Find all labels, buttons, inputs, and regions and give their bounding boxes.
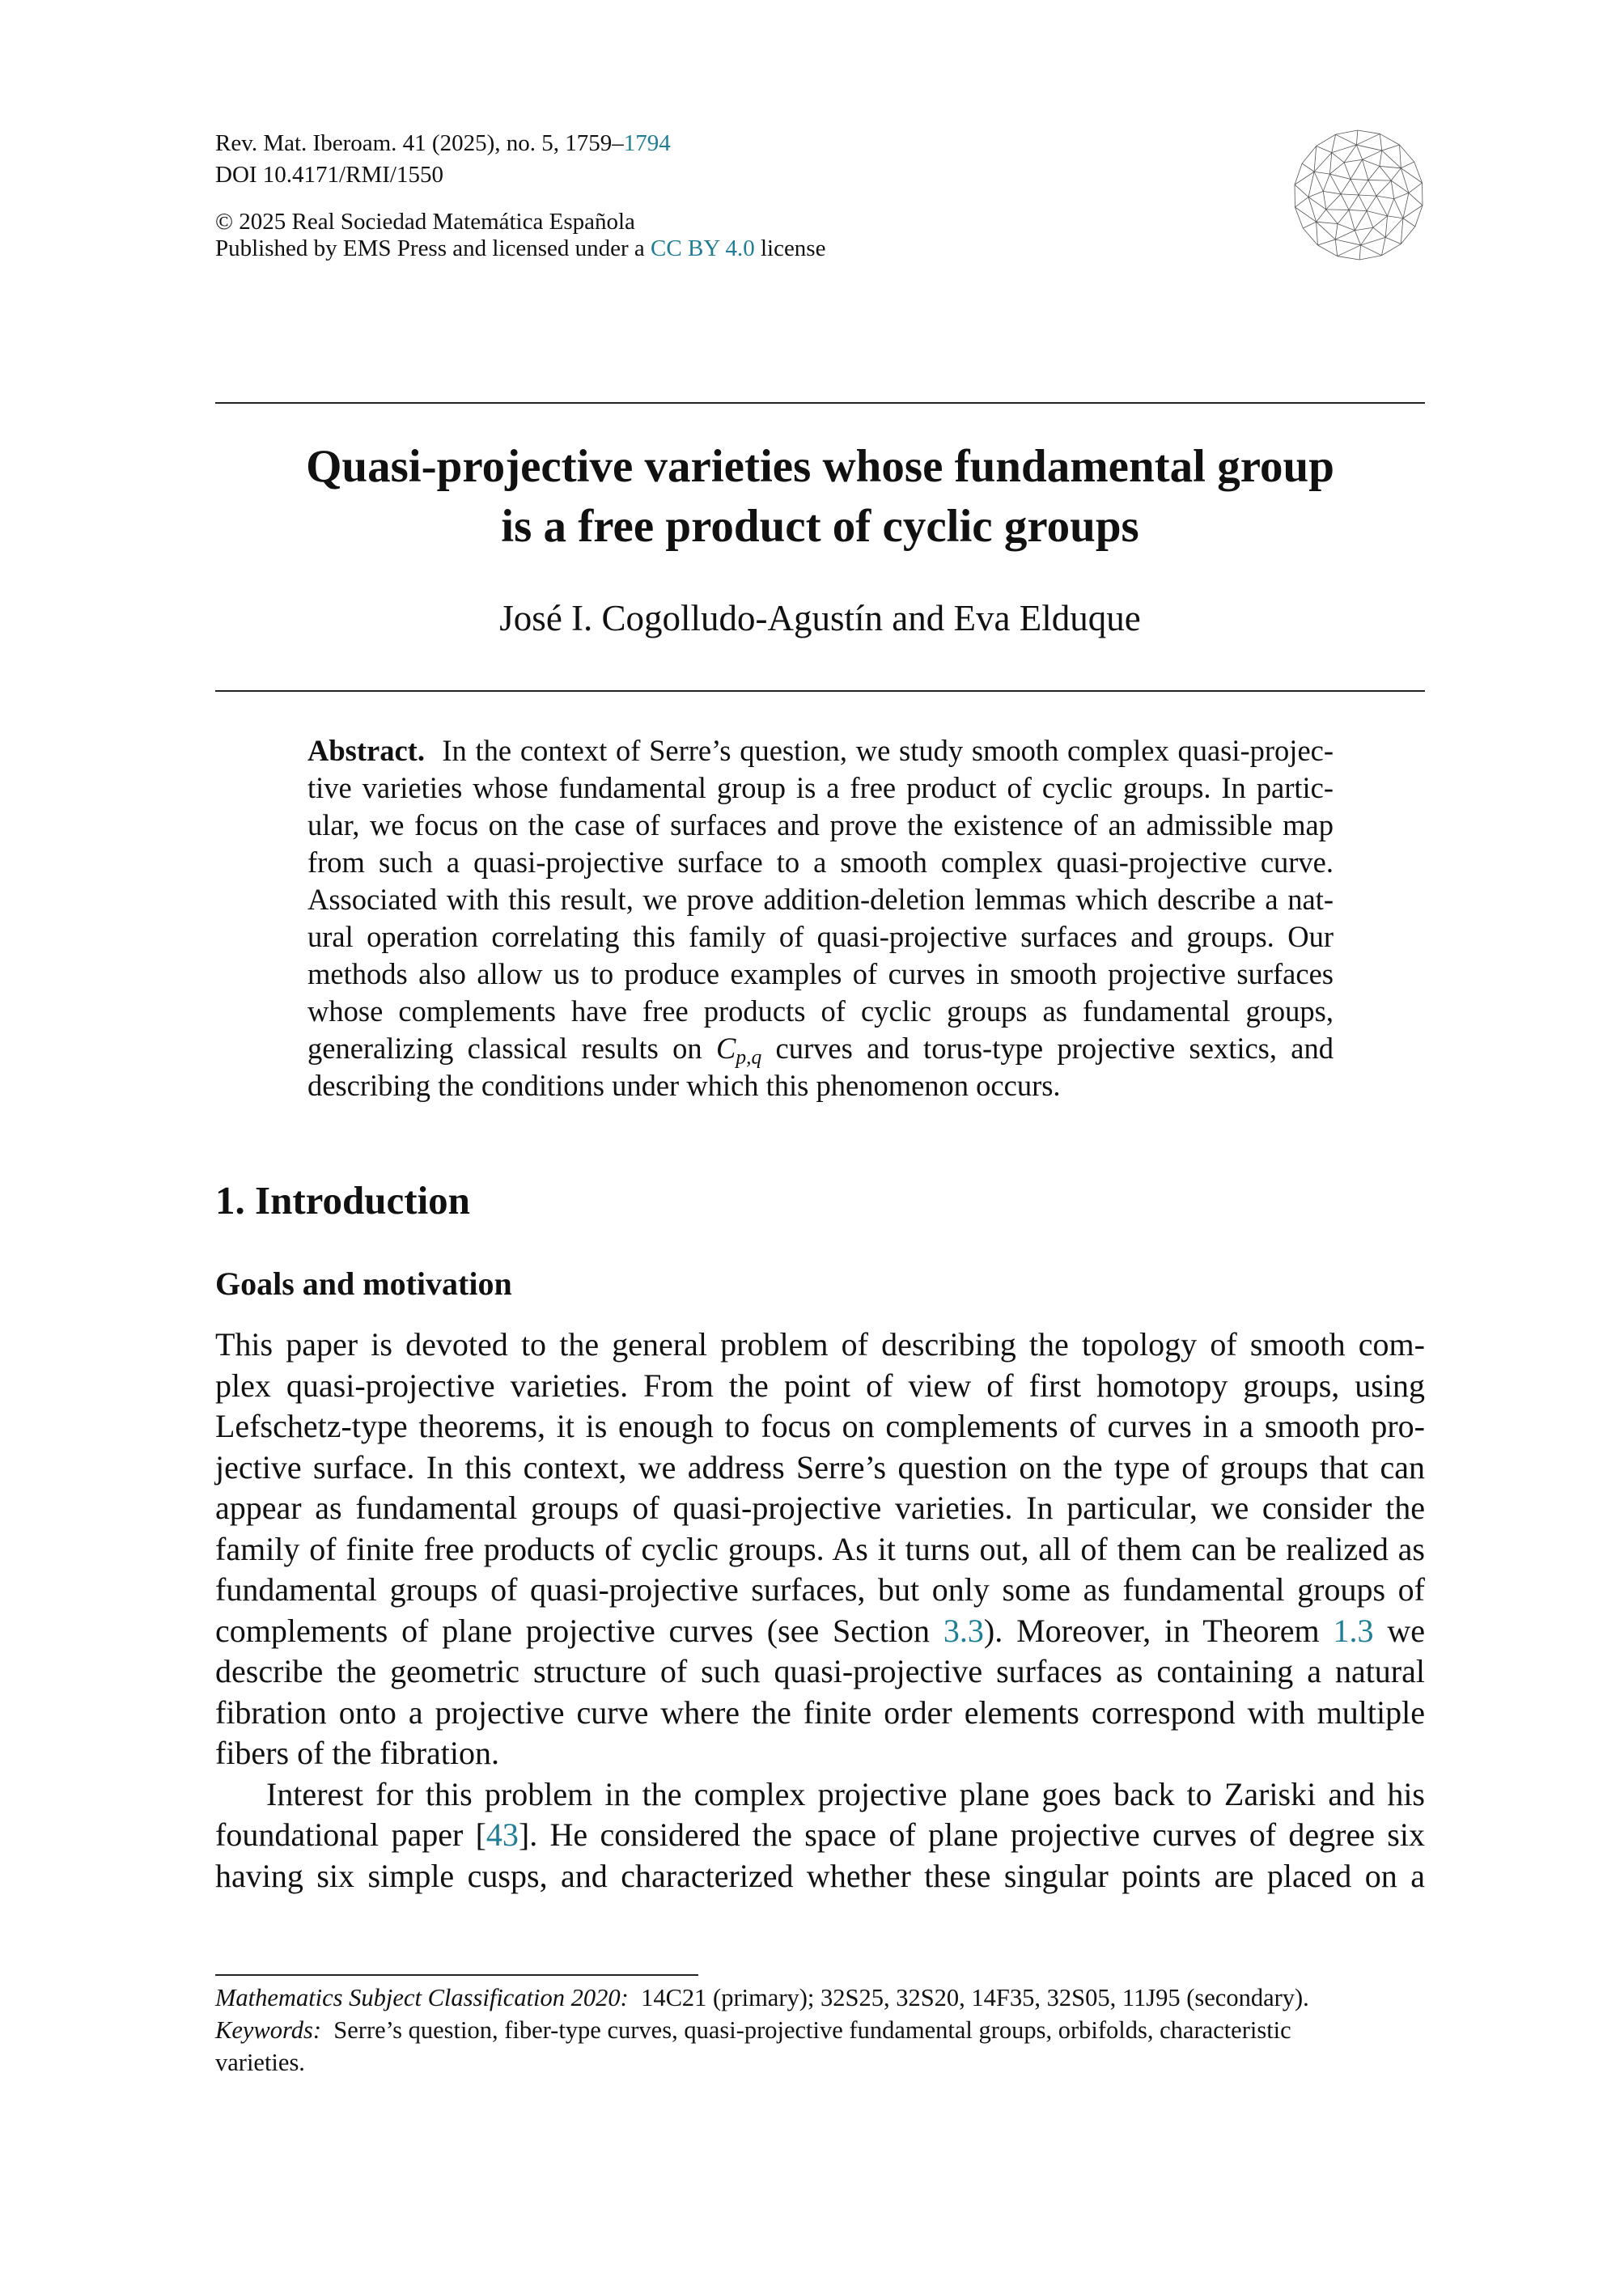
text-line <box>307 993 1334 1030</box>
text-line <box>307 956 1334 993</box>
text-line <box>215 1733 1425 1774</box>
math-symbol: C <box>715 1032 736 1065</box>
text-segment: ]. He considered the space of plane projective curves of degree six <box>518 1816 1425 1853</box>
msc-label: Mathematics Subject Classification 2020: <box>215 1984 629 2011</box>
text-segment: jective surface. In this context, we address Serre’s question on the type of groups that can <box>215 1448 1425 1486</box>
text-segment: Interest for this problem in the complex projective plane goes back to Zariski and his <box>266 1775 1425 1812</box>
text-segment: describing the conditions under which this phenomenon occurs. <box>307 1069 1061 1102</box>
text-line <box>307 844 1334 881</box>
text-segment: from such a quasi-projective surface to a smooth complex quasi-projective curve. <box>307 846 1334 879</box>
text-segment: we <box>1373 1612 1426 1649</box>
text-segment: curves and torus-type projective sextics, and <box>761 1032 1334 1065</box>
journal-logo-icon <box>1291 127 1427 263</box>
text-segment: fibers of the fibration. <box>215 1735 499 1771</box>
text-line <box>307 1067 1334 1104</box>
text-segment: having six simple cusps, and characterized whether these singular points are placed on a <box>215 1857 1425 1894</box>
subsection-heading: Goals and motivation <box>215 1265 512 1302</box>
text-line <box>215 1570 1425 1611</box>
text-line <box>307 807 1334 844</box>
text-line <box>215 1325 1425 1366</box>
msc-codes: 14C21 (primary); 32S25, 32S20, 14F35, 32S05, 11J95 (secondary). <box>641 1984 1309 2011</box>
title-line-2: is a free product of cyclic groups <box>501 501 1139 552</box>
copyright: © 2025 Real Sociedad Matemática Española <box>215 209 635 235</box>
text-line <box>215 1856 1425 1897</box>
text-line <box>307 732 1334 769</box>
reference-link[interactable]: 1.3 <box>1333 1612 1374 1649</box>
last-page-link[interactable]: 1794 <box>623 130 671 156</box>
text-line <box>215 1529 1425 1570</box>
section-heading: 1. Introduction <box>215 1178 470 1223</box>
text-segment: ular, we focus on the case of surfaces and prove the existence of an admissible map <box>307 808 1334 841</box>
text-line <box>215 1406 1425 1447</box>
text-segment: This paper is devoted to the general problem of describing the topology of smooth com- <box>215 1326 1425 1363</box>
text-segment: fibration onto a projective curve where the finite order elements correspond with multiple <box>215 1693 1425 1731</box>
keywords-text: Serre’s question, fiber-type curves, quasi-projective fundamental groups, orbifolds, characteristic <box>333 2016 1291 2044</box>
msc-line <box>215 1981 1425 2014</box>
text-segment: whose complements have free products of cyclic groups as fundamental groups, <box>307 994 1334 1028</box>
text-line <box>307 769 1334 807</box>
text-line <box>215 1447 1425 1489</box>
abstract-label: Abstract. <box>307 734 425 767</box>
text-segment: Associated with this result, we prove addition-deletion lemmas which describe a nat- <box>307 883 1334 916</box>
text-segment: ). Moreover, in Theorem <box>983 1612 1334 1649</box>
journal-citation <box>215 129 671 157</box>
text-segment: appear as fundamental groups of quasi-projective varieties. In particular, we consider the <box>215 1490 1425 1526</box>
reference-link[interactable]: 43 <box>486 1816 519 1853</box>
footnote <box>215 1981 1425 2079</box>
text-segment: plex quasi-projective varieties. From the point of view of first homotopy groups, using <box>215 1367 1425 1404</box>
text-segment: In the context of Serre’s question, we study smooth complex quasi-projec- <box>442 734 1334 767</box>
text-segment: fundamental groups of quasi-projective surfaces, but only some as fundamental groups of <box>215 1571 1425 1608</box>
text-segment: complements of plane projective curves (see Section <box>215 1612 943 1649</box>
authors: José I. Cogolludo-Agustín and Eva Elduque <box>499 598 1141 638</box>
keywords-line-2: varieties. <box>215 2049 305 2076</box>
text-segment: foundational paper [ <box>215 1816 486 1853</box>
text-line <box>215 1693 1425 1734</box>
keywords-label: Keywords: <box>215 2016 322 2044</box>
text-segment: ural operation correlating this family of quasi-projective surfaces and groups. Our <box>307 920 1334 953</box>
license-link[interactable]: CC BY 4.0 <box>651 235 755 261</box>
top-rule <box>215 402 1425 404</box>
license-suffix: license <box>754 235 826 261</box>
text-segment: tive varieties whose fundamental group is a free product of cyclic groups. In partic- <box>307 771 1334 804</box>
reference-link[interactable]: 3.3 <box>943 1612 984 1649</box>
published-text: Published by EMS Press and licensed under a <box>215 235 651 261</box>
text-line <box>307 1030 1334 1067</box>
text-line <box>215 1774 1425 1816</box>
text-segment: describe the geometric structure of such quasi-projective surfaces as containing a natural <box>215 1653 1425 1689</box>
text-line <box>307 918 1334 956</box>
footnote-rule <box>215 1974 698 1976</box>
abstract <box>307 732 1334 1104</box>
license-line <box>215 235 825 262</box>
text-line <box>215 1611 1425 1652</box>
text-segment: family of finite free products of cyclic groups. As it turns out, all of them can be realized as <box>215 1530 1425 1567</box>
math-subscript: p,q <box>736 1045 762 1069</box>
paper-title <box>215 437 1425 557</box>
text-line <box>215 1488 1425 1529</box>
text-line <box>215 1366 1425 1407</box>
text-line <box>215 1815 1425 1856</box>
citation-text: Rev. Mat. Iberoam. 41 (2025), no. 5, 1759– <box>215 130 624 156</box>
text-segment: Lefschetz-type theorems, it is enough to focus on complements of curves in a smooth pro- <box>215 1408 1425 1444</box>
title-line-1: Quasi-projective varieties whose fundamental group <box>306 441 1334 492</box>
text-line <box>307 881 1334 918</box>
body-text <box>215 1325 1425 1897</box>
title-bottom-rule <box>215 690 1425 692</box>
text-segment: methods also allow us to produce examples of curves in smooth projective surfaces <box>307 957 1334 990</box>
doi: DOI 10.4171/RMI/1550 <box>215 162 443 188</box>
keywords-line <box>215 2014 1425 2046</box>
text-segment: generalizing classical results on <box>307 1032 716 1065</box>
text-line <box>215 1651 1425 1693</box>
